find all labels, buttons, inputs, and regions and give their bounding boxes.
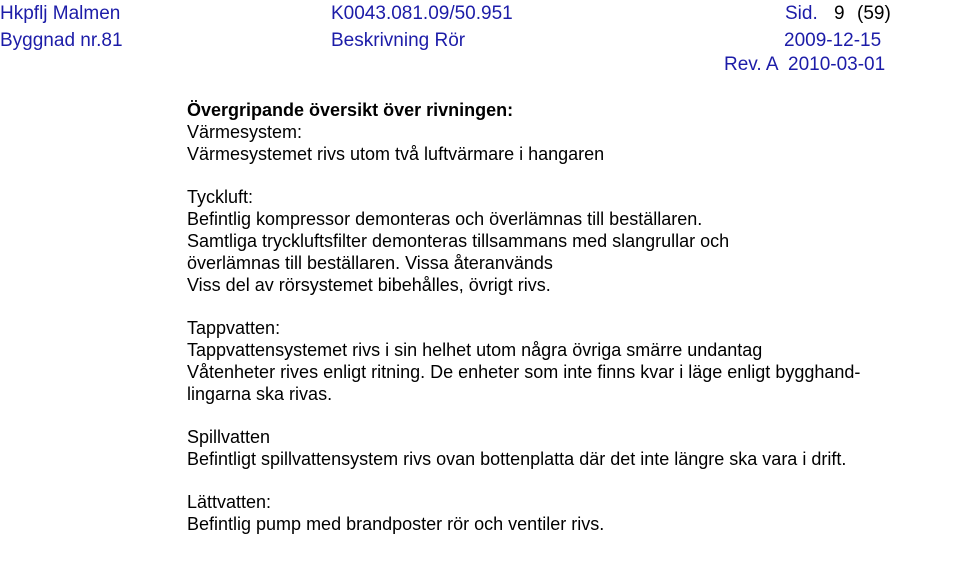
page-total: (59) <box>857 3 891 24</box>
document-date: 2009-12-15 <box>784 30 882 51</box>
document-body <box>187 99 957 535</box>
section-text-tap-water: lingarna ska rivas. <box>187 384 333 404</box>
document-title: Beskrivning Rör <box>331 30 466 51</box>
page-label: Sid. <box>785 3 818 24</box>
section-title-tap-water: Tappvatten: <box>187 318 281 338</box>
building-label: Byggnad nr.81 <box>0 30 123 51</box>
section-text-compressed-air: Viss del av rörsystemet bibehålles, övrigt rivs. <box>187 275 551 295</box>
document-number: K0043.081.09/50.951 <box>331 3 513 24</box>
organization-label: Hkpflj Malmen <box>0 3 121 24</box>
page-header <box>0 0 960 80</box>
section-text-heating: Värmesystemet rivs utom två luftvärmare i hangaren <box>187 144 605 164</box>
section-text-tap-water: Tappvattensystemet rivs i sin helhet utom några övriga smärre undantag <box>187 340 763 360</box>
section-text-light-water: Befintlig pump med brandposter rör och ventiler rivs. <box>187 514 605 534</box>
section-title-light-water: Lättvatten: <box>187 492 272 512</box>
section-text-tap-water: Våtenheter rives enligt ritning. De enheter som inte finns kvar i läge enligt bygghand- <box>187 362 861 382</box>
revision-label: Rev. A <box>724 54 779 75</box>
page-number: 9 <box>834 3 845 24</box>
section-title-compressed-air: Tyckluft: <box>187 187 254 207</box>
section-title-heating: Värmesystem: <box>187 122 303 142</box>
main-heading: Övergripande översikt över rivningen: <box>187 100 514 120</box>
section-text-compressed-air: Samtliga tryckluftsfilter demonteras tillsammans med slangrullar och <box>187 231 730 251</box>
section-text-compressed-air: överlämnas till beställaren. Vissa återanvänds <box>187 253 553 273</box>
revision-date: 2010-03-01 <box>788 54 886 75</box>
section-title-waste-water: Spillvatten <box>187 427 271 447</box>
section-text-compressed-air: Befintlig kompressor demonteras och överlämnas till beställaren. <box>187 209 703 229</box>
section-text-waste-water: Befintligt spillvattensystem rivs ovan bottenplatta där det inte längre ska vara i drift. <box>187 449 847 469</box>
